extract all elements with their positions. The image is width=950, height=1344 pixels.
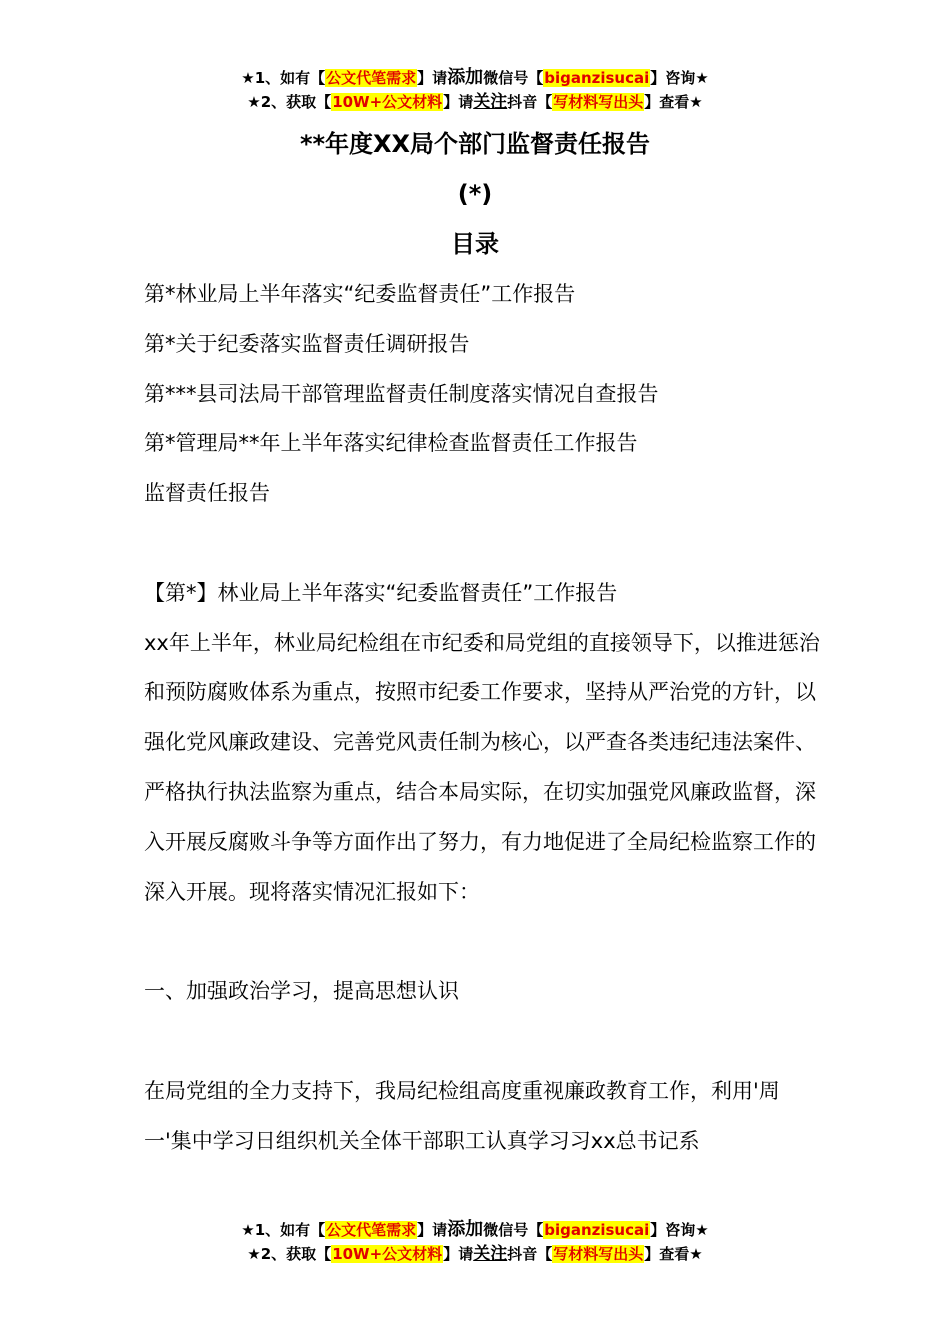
toc-item[interactable]: 第*林业局上半年落实“纪委监督责任”工作报告 <box>144 282 576 306</box>
top-banner <box>0 66 950 114</box>
toc-item[interactable]: 监督责任报告 <box>144 481 270 506</box>
bottom-banner <box>0 1218 950 1266</box>
banner-line-1: ★1、如有【公文代笔需求】请添加微信号【biganzisucai】咨询★ <box>241 1219 709 1240</box>
document-body <box>144 270 824 1166</box>
banner-line-2: ★2、获取【10W+公文材料】请关注抖音【写材料写出头】查看★ <box>247 92 703 112</box>
body-paragraph: 在局党组的全力支持下，我局纪检组高度重视廉政教育工作，利用'周一'集中学习日组织机关全体干部职工认真学习习xx总书记系 <box>144 1078 780 1153</box>
document-title: **年度XX局个部门监督责任报告 <box>299 130 651 158</box>
spacer <box>144 519 824 569</box>
toc-item[interactable]: 第***县司法局干部管理监督责任制度落实情况自查报告 <box>144 381 659 406</box>
body-paragraph: xx年上半年，林业局纪检组在市纪委和局党组的直接领导下，以推进惩治和预防腐败体系为重点，按照市纪委工作要求，坚持从严治党的方针，以强化党风廉政建设、完善党风责任制为核心，以严查各类违纪违法案件、严格执行执法监察为重点，结合本局实际，在切实加强党风廉政监督，深入开展反腐败斗争等方面作出了努力，有力地促进了全局纪检监察工作的深入开展。现将落实情况汇报如下： <box>144 630 820 904</box>
spacer <box>144 917 824 967</box>
toc-heading: 目录 <box>451 230 499 258</box>
section-heading: 一、加强政治学习，提高思想认识 <box>144 979 459 1004</box>
banner-line-2: ★2、获取【10W+公文材料】请关注抖音【写材料写出头】查看★ <box>247 1244 703 1264</box>
banner-line-1: ★1、如有【公文代笔需求】请添加微信号【biganzisucai】咨询★ <box>241 67 709 88</box>
section-title: 【第*】林业局上半年落实“纪委监督责任”工作报告 <box>144 580 618 605</box>
toc-item[interactable]: 第*管理局**年上半年落实纪律检查监督责任工作报告 <box>144 431 638 456</box>
spacer <box>144 1017 824 1067</box>
toc-item[interactable]: 第*关于纪委落实监督责任调研报告 <box>144 331 470 356</box>
document-subtitle: (*) <box>457 180 493 208</box>
